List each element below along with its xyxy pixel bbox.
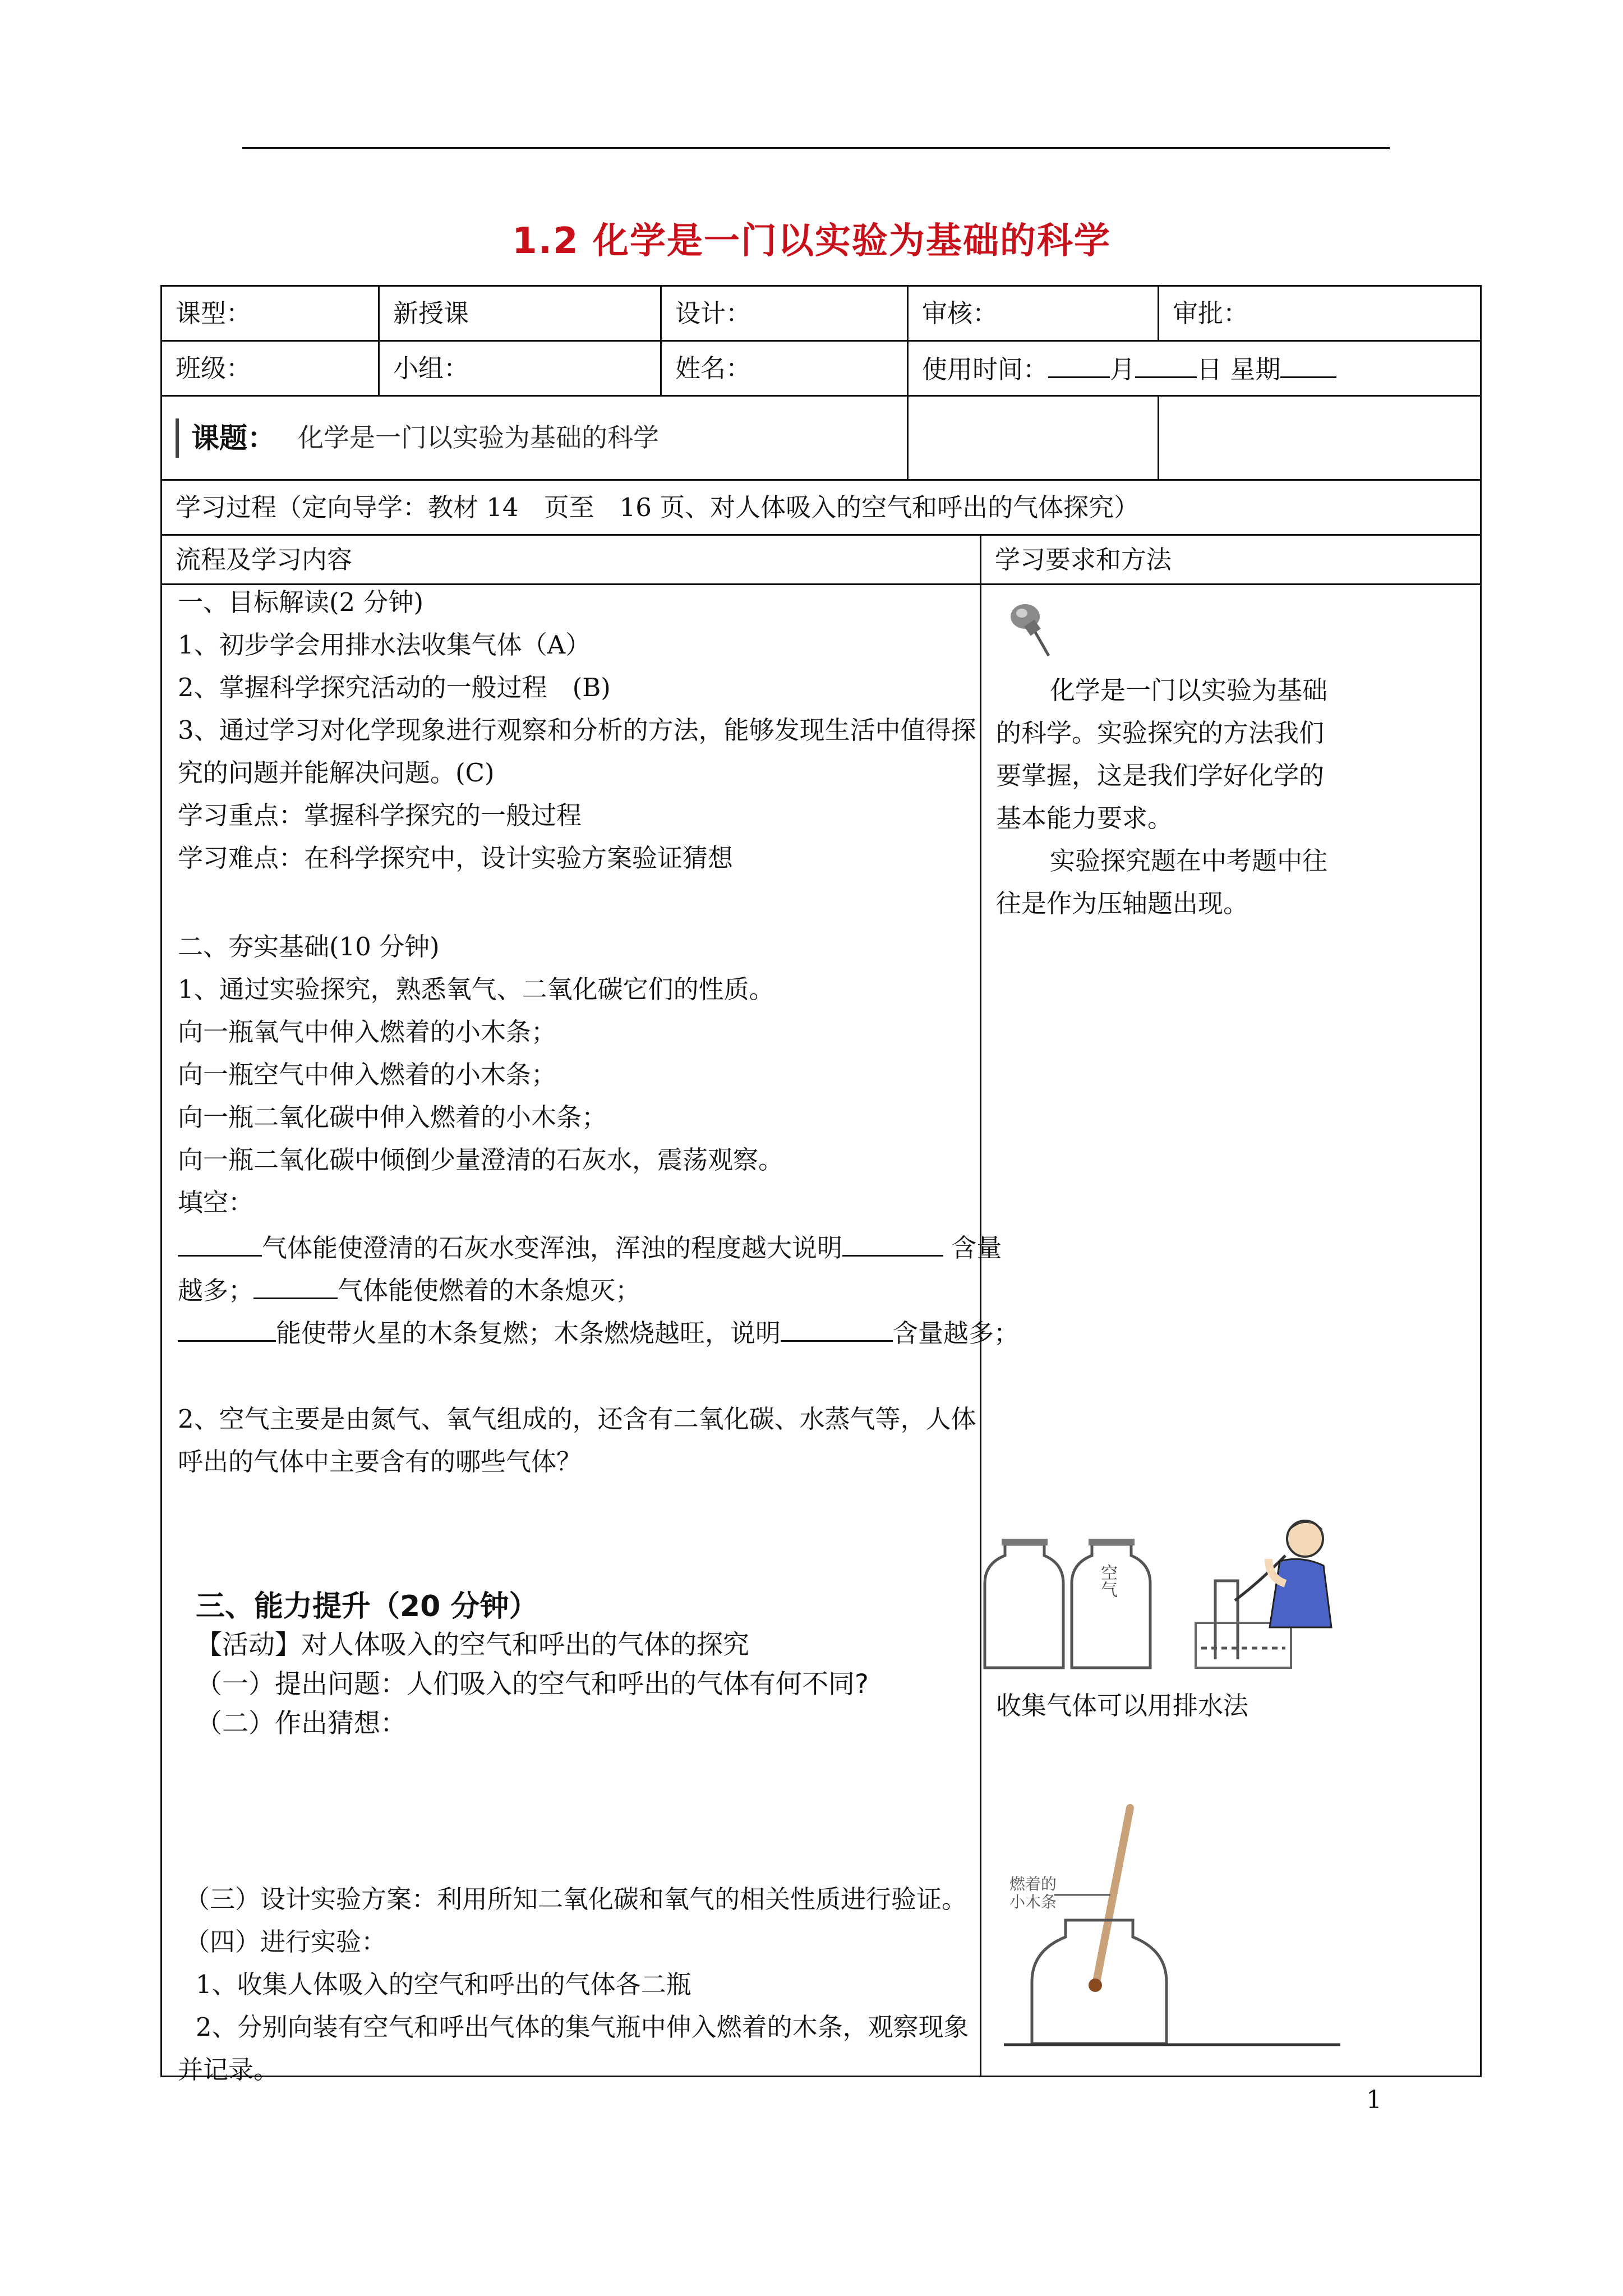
fill-blank-2[interactable] (842, 1230, 943, 1257)
header-rule (242, 147, 1390, 149)
fill-line-2 (178, 1273, 640, 1306)
review-label: 审核： (908, 286, 1159, 341)
fill-blank-5[interactable] (781, 1315, 893, 1342)
topic-blank-1 (908, 396, 1159, 480)
bottle-label: 空气 (1098, 1564, 1117, 1598)
topic-blank-2 (1159, 396, 1481, 480)
fill-text-2a: 越多； (178, 1276, 254, 1305)
basics-item-2b: 呼出的气体中主要含有的哪些气体？ (178, 1447, 582, 1476)
basics-item-2a: 2、空气主要是由氮气、氧气组成的，还含有二氧化碳、水蒸气等，人体 (178, 1404, 976, 1434)
topic-bar (176, 418, 179, 458)
learning-content (162, 585, 1020, 2085)
experiment-step-2b: 并记录。 (178, 2055, 279, 2085)
right-column-header: 学习要求和方法 (981, 535, 1481, 585)
name-label: 姓名： (661, 341, 908, 396)
goal-3b: 究的问题并能解决问题。(C) (178, 758, 495, 788)
burning-stick-illustration (998, 1802, 1346, 2049)
lesson-table (160, 285, 1482, 2085)
method-note-1: 化学是一门以实验为基础的科学。实验探究的方法我们要掌握，这是我们学好化学的基本能力要求。 (996, 675, 1328, 833)
experiment-3: 向一瓶二氧化碳中伸入燃着的小木条； (178, 1102, 607, 1132)
pushpin-icon (1004, 600, 1054, 661)
basics-item-1: 1、通过实验探究，熟悉氧气、二氧化碳它们的性质。 (178, 974, 774, 1004)
lesson-type-label: 课型： (162, 286, 379, 341)
experiment-4: 向一瓶二氧化碳中倾倒少量澄清的石灰水，震荡观察。 (178, 1145, 784, 1175)
fill-text-3a: 能使带火星的木条复燃；木条燃烧越旺，说明 (276, 1318, 781, 1348)
usage-time (908, 341, 1481, 396)
step-question: （一）提出问题：人们吸入的空气和呼出的气体有何不同? (196, 1669, 869, 1700)
section-ability-title: 三、能力提升（20 分钟） (196, 1590, 538, 1623)
fill-text-1a: 气体能使澄清的石灰水变浑浊，浑浊的程度越大说明 (262, 1233, 843, 1263)
section-basics-title: 二、夯实基础(10 分钟) (178, 932, 440, 961)
week-blank[interactable] (1280, 352, 1336, 378)
fill-blank-4[interactable] (178, 1315, 276, 1342)
goal-2: 2、掌握科学探究活动的一般过程 (B) (178, 673, 611, 702)
stick-label-line-1: 燃着的 (1009, 1875, 1057, 1893)
experiment-step-2a: 2、分别向装有空气和呼出气体的集气瓶中伸入燃着的木条，观察现象 (196, 2012, 969, 2042)
stick-label-line-2: 小木条 (1009, 1893, 1057, 1911)
key-point: 学习重点：掌握科学探究的一般过程 (178, 800, 582, 830)
group-label: 小组： (379, 341, 661, 396)
goal-3a: 3、通过学习对化学现象进行观察和分析的方法，能够发现生活中值得探 (178, 715, 976, 745)
step-experiment: （四）进行实验： (185, 1927, 387, 1957)
process-row: 学习过程（定向导学：教材 14 页至 16 页、对人体吸入的空气和呼出的气体探究） (162, 480, 1481, 535)
week-text: 星期 (1230, 355, 1281, 384)
approve-label: 审批： (1159, 286, 1481, 341)
page-title: 1.2 化学是一门以实验为基础的科学 (512, 220, 1111, 262)
fill-text-3b: 含量越多； (893, 1318, 1020, 1348)
fill-text-1b: 含量 (951, 1233, 1002, 1263)
goal-1: 1、初步学会用排水法收集气体（A） (178, 630, 591, 660)
activity-title: 【活动】对人体吸入的空气和呼出的气体的探究 (196, 1630, 749, 1660)
experiment-step-1: 1、收集人体吸入的空气和呼出的气体各二瓶 (196, 1970, 691, 1999)
fill-blank-3[interactable] (253, 1273, 338, 1299)
learning-methods (981, 585, 1481, 2077)
experiment-2: 向一瓶空气中伸入燃着的小木条； (178, 1060, 557, 1089)
experiment-1: 向一瓶氧气中伸入燃着的小木条； (178, 1017, 557, 1047)
month-blank[interactable] (1135, 352, 1197, 378)
method-note-2: 实验探究题在中考题中往往是作为压轴题出现。 (996, 846, 1328, 918)
fill-line-3 (178, 1315, 1019, 1349)
section-goals-title: 一、目标解读(2 分钟) (178, 587, 424, 617)
topic-cell (162, 396, 908, 480)
topic-text: 化学是一门以实验为基础的科学 (298, 422, 659, 453)
class-label: 班级： (162, 341, 379, 396)
difficult-point: 学习难点：在科学探究中，设计实验方案验证猜想 (178, 843, 734, 873)
year-blank[interactable] (1048, 352, 1110, 378)
fill-line-1 (178, 1230, 1002, 1263)
stick-label (1009, 1875, 1057, 1911)
fill-text-2b: 气体能使燃着的木条熄灭； (338, 1276, 641, 1305)
topic-label: 课题： (191, 421, 275, 454)
figure-caption: 收集气体可以用排水法 (996, 1691, 1249, 1720)
usage-time-label: 使用时间： (922, 355, 1049, 384)
design-label: 设计： (661, 286, 908, 341)
fill-blank-1[interactable] (178, 1230, 262, 1257)
step-hypothesis: （二）作出猜想： (196, 1708, 407, 1739)
page-number: 1 (1366, 2086, 1382, 2114)
lesson-type-value: 新授课 (379, 286, 661, 341)
month-text: 月 (1110, 355, 1136, 384)
fill-label: 填空： (178, 1188, 254, 1217)
step-design: （三）设计实验方案：利用所知二氧化碳和氧气的相关性质进行验证。 (185, 1884, 967, 1914)
day-text: 日 (1197, 355, 1223, 384)
left-column-header: 流程及学习内容 (162, 535, 981, 585)
gas-collection-illustration (994, 1516, 1353, 1679)
